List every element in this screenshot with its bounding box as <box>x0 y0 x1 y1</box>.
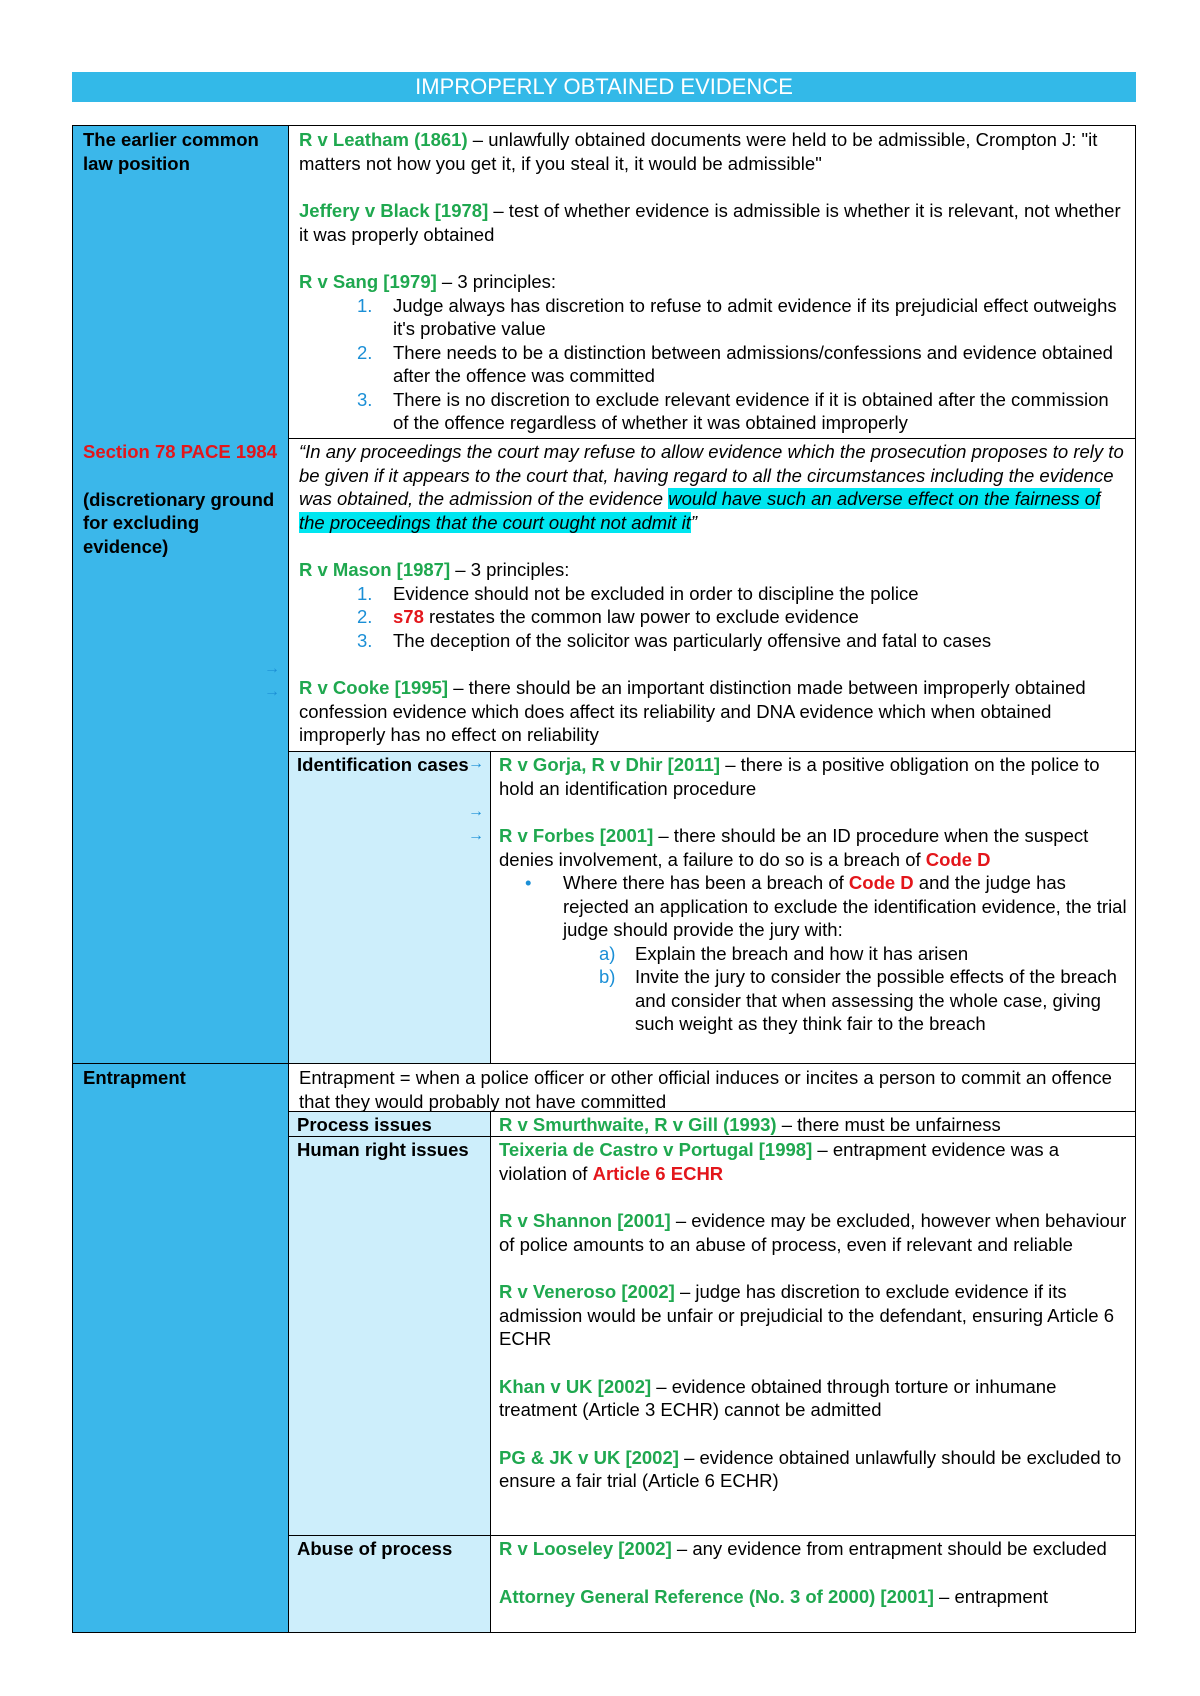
bullet-icon: • <box>525 872 532 893</box>
process-issues-content: R v Smurthwaite, R v Gill (1993) – there must be unfairness <box>499 1114 1001 1135</box>
case-ag-reference: Attorney General Reference (No. 3 of 2000) [2001] – entrapment <box>499 1585 1049 1607</box>
case-teixeria: Teixeria de Castro v Portugal [1998] – entrapment evidence was a violation of Article 6 ECHR <box>499 1139 1060 1184</box>
identification-cases-row <box>289 751 1135 1063</box>
case-shannon: R v Shannon [2001] – evidence may be excluded, however when behaviour of police amounts to an abuse of process, even if relevant and reliable <box>499 1210 1127 1255</box>
forbes-bullet: • Where there has been a breach of Code D and the judge has rejected an application to exclude the identification evidence, the trial judge should provide the jury with: <box>525 872 1127 940</box>
case-sang: R v Sang [1979] – 3 principles: <box>299 271 557 292</box>
arrow-icon: → <box>264 660 280 677</box>
human-rights-content <box>491 1137 1135 1535</box>
s78-content <box>289 438 1135 1063</box>
process-issues-row <box>289 1111 1135 1136</box>
case-forbes: R v Forbes [2001] – there should be an ID procedure when the suspect denies involvement, a failure to do so is a breach of Code D <box>499 825 1089 870</box>
case-khan: Khan v UK [2002] – evidence obtained through torture or inhumane treatment (Article 3 ECHR) cannot be admitted <box>499 1375 1057 1420</box>
common-law-heading: The earlier common law position <box>73 126 289 438</box>
entrapment-content <box>289 1063 1135 1632</box>
s78-heading: Section 78 PACE 1984 <box>83 441 277 462</box>
case-veneroso: R v Veneroso [2002] – judge has discretion to exclude evidence if its admission would be unfair or prejudicial to the defendant, ensuring Article 6 ECHR <box>499 1281 1114 1349</box>
entrapment-definition: Entrapment = when a police officer or other official induces or incites a person to commit an offence that they would probably not have committed <box>299 1067 1112 1112</box>
arrow-icon: → <box>264 683 280 700</box>
entrapment-heading: Entrapment <box>73 1063 289 1632</box>
case-cooke: R v Cooke [1995] – there should be an important distinction made between improperly obtained confession evidence which does affect its reliability and DNA evidence which when obtained improperly has no effect on reliability <box>299 677 1086 745</box>
arrow-icon: → <box>468 827 484 844</box>
case-jeffery: Jeffery v Black [1978] – test of whether evidence is admissible is whether it is relevant, not whether it was properly obtained <box>299 200 1121 245</box>
sang-point: 1. Judge always has discretion to refuse to admit evidence if its prejudicial effect outweighs it's probative value <box>357 294 1117 339</box>
mason-point: 1. Evidence should not be excluded in order to discipline the police <box>357 582 919 604</box>
human-rights-heading: Human right issues <box>289 1137 491 1535</box>
abuse-of-process-row <box>289 1535 1135 1632</box>
page-title: IMPROPERLY OBTAINED EVIDENCE <box>72 72 1136 102</box>
sang-point: 2. There needs to be a distinction between admissions/confessions and evidence obtained after the offence was committed <box>357 341 1113 386</box>
s78-section <box>72 438 1136 1064</box>
mason-point: 2. s78 restates the common law power to exclude evidence <box>357 606 859 627</box>
s78-quote: “In any proceedings the court may refuse to allow evidence which the prosecution proposes to rely to be given if it appears to the court that, having regard to all the circumstances including the evidence was obtained, the admission of the evidence would have such an adverse effect on the fairness of the proceedings that the court ought not admit it” <box>299 441 1124 533</box>
s78-heading-cell <box>73 438 289 1063</box>
arrow-icon: → <box>468 803 484 820</box>
entrapment-section <box>72 1063 1136 1633</box>
case-pg-jk: PG & JK v UK [2002] – evidence obtained unlawfully should be excluded to ensure a fair trial (Article 6 ECHR) <box>499 1446 1122 1491</box>
mason-point: 3. The deception of the solicitor was particularly offensive and fatal to cases <box>357 629 992 651</box>
forbes-sub-point: a) Explain the breach and how it has arisen <box>599 942 969 964</box>
common-law-section <box>72 125 1136 439</box>
case-looseley: R v Looseley [2002] – any evidence from entrapment should be excluded <box>499 1538 1107 1559</box>
abuse-of-process-content <box>491 1536 1135 1632</box>
case-mason: R v Mason [1987] – 3 principles: <box>299 559 570 580</box>
abuse-of-process-heading: Abuse of process <box>289 1536 491 1632</box>
case-gorja: R v Gorja, R v Dhir [2011] – there is a positive obligation on the police to hold an identification procedure <box>499 754 1100 799</box>
process-issues-heading: Process issues <box>289 1112 491 1136</box>
case-leatham: R v Leatham (1861) – unlawfully obtained documents were held to be admissible, Crompton J: "it matters not how you get it, if you steal it, it would be admissible" <box>299 129 1098 174</box>
sang-point: 3. There is no discretion to exclude relevant evidence if it is obtained after the commission of the offence regardless of whether it was obtained improperly <box>357 388 1109 433</box>
identification-content <box>491 752 1135 1063</box>
s78-subheading: (discretionary ground for excluding evidence) <box>83 488 275 557</box>
arrow-icon: → <box>468 755 484 772</box>
forbes-sub-point: b) Invite the jury to consider the possible effects of the breach and consider that when assessing the whole case, giving such weight as they think fair to the breach <box>599 966 1117 1034</box>
identification-heading: Identification cases → → → <box>289 752 491 1063</box>
common-law-content <box>289 126 1135 438</box>
human-rights-row <box>289 1136 1135 1535</box>
